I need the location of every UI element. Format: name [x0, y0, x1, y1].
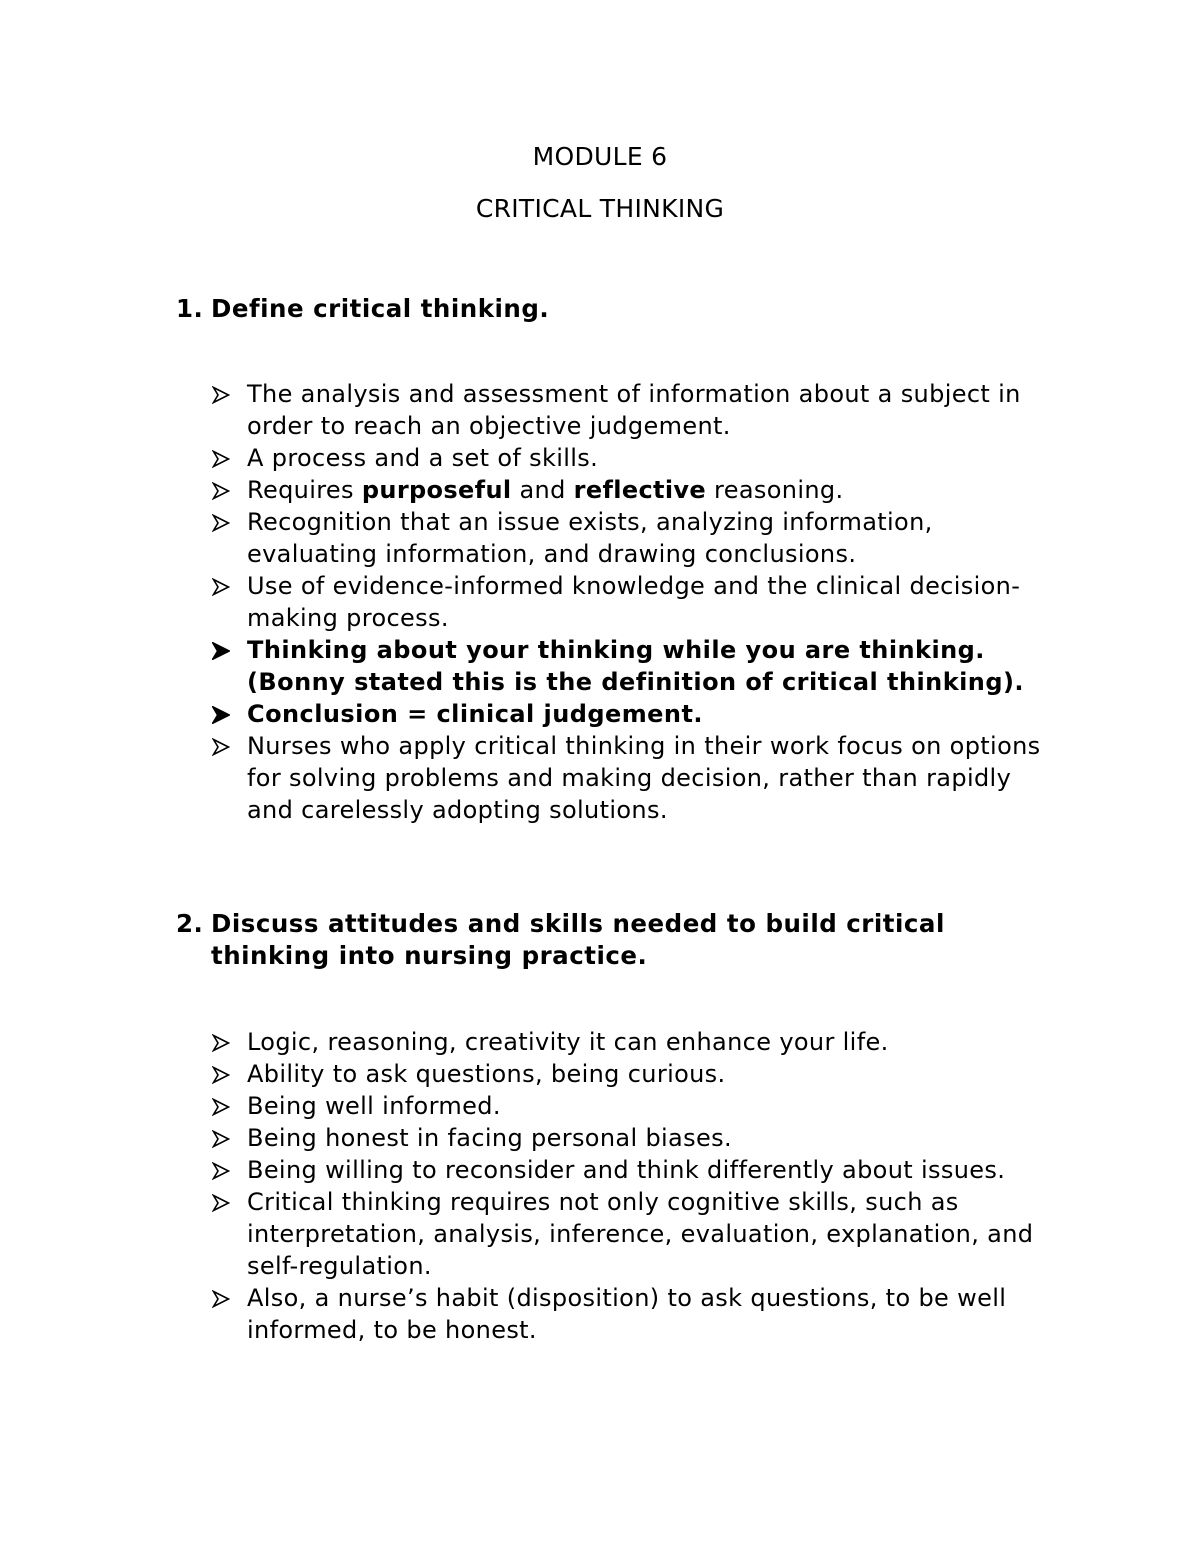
- bullet-list-1: [0, 378, 1047, 826]
- topic-title: CRITICAL THINKING: [475, 194, 725, 223]
- list-item: [0, 378, 1047, 442]
- bullet-text: Recognition that an issue exists, analyzing information, evaluating information, and drawing conclusions.: [247, 508, 933, 568]
- arrowhead-bullet-icon: [212, 1058, 232, 1090]
- list-item: [0, 474, 1047, 506]
- bullet-text: Ability to ask questions, being curious.: [247, 1060, 726, 1088]
- arrowhead-bullet-icon: [212, 634, 232, 666]
- arrowhead-bullet-icon: [212, 1090, 232, 1122]
- bullet-list-2: [0, 1026, 1047, 1346]
- question-2: [176, 908, 1056, 972]
- arrowhead-bullet-icon: [212, 1026, 232, 1058]
- bold-text: Thinking about your thinking while you are thinking. (Bonny stated this is the definition of critical thinking).: [247, 636, 1024, 696]
- bold-text: purposeful: [361, 476, 512, 504]
- question-text: Define critical thinking.: [211, 294, 550, 323]
- arrowhead-bullet-icon: [212, 474, 232, 506]
- arrowhead-bullet-icon: [212, 570, 232, 602]
- bullet-text: Also, a nurse’s habit (disposition) to ask questions, to be well informed, to be honest.: [247, 1284, 1007, 1344]
- arrowhead-bullet-icon: [212, 730, 232, 762]
- bullet-text: Use of evidence-informed knowledge and the clinical decision-making process.: [247, 572, 1021, 632]
- list-item: [0, 1186, 1047, 1282]
- bullet-text: The analysis and assessment of information about a subject in order to reach an objective judgement.: [247, 380, 1021, 440]
- list-item: [0, 1282, 1047, 1346]
- arrowhead-bullet-icon: [212, 1282, 232, 1314]
- list-item: [0, 570, 1047, 634]
- bullet-text: Requires: [247, 476, 362, 504]
- arrowhead-bullet-icon: [212, 506, 232, 538]
- bullet-text: Logic, reasoning, creativity it can enhance your life.: [247, 1028, 889, 1056]
- bullet-text: A process and a set of skills.: [247, 444, 599, 472]
- list-item: [0, 1090, 1047, 1122]
- bullet-text: Nurses who apply critical thinking in their work focus on options for solving problems and making decision, rather than rapidly and carelessly adopting solutions.: [247, 732, 1041, 824]
- bold-text: reflective: [573, 476, 707, 504]
- arrowhead-bullet-icon: [212, 698, 232, 730]
- bullet-text: Being well informed.: [247, 1092, 501, 1120]
- bullet-text: reasoning.: [706, 476, 844, 504]
- arrowhead-bullet-icon: [212, 1154, 232, 1186]
- question-1: [176, 293, 1056, 325]
- arrowhead-bullet-icon: [212, 1186, 232, 1218]
- arrowhead-bullet-icon: [212, 442, 232, 474]
- question-number: 1.: [176, 294, 204, 323]
- list-item: [0, 506, 1047, 570]
- bullet-text: Being honest in facing personal biases.: [247, 1124, 732, 1152]
- arrowhead-bullet-icon: [212, 378, 232, 410]
- arrowhead-bullet-icon: [212, 1122, 232, 1154]
- question-text: Discuss attitudes and skills needed to build critical thinking into nursing practice.: [211, 909, 945, 970]
- module-title: MODULE 6: [532, 142, 668, 171]
- question-number: 2.: [176, 909, 204, 938]
- list-item: [0, 1154, 1047, 1186]
- list-item: [0, 1058, 1047, 1090]
- list-item: [0, 1026, 1047, 1058]
- list-item: [0, 730, 1047, 826]
- list-item: [0, 1122, 1047, 1154]
- bullet-text: Critical thinking requires not only cognitive skills, such as interpretation, analysis, inference, evaluation, explanation, and self-regulation.: [247, 1188, 1034, 1280]
- list-item: [0, 698, 1047, 730]
- list-item: [0, 634, 1047, 698]
- bullet-text: Being willing to reconsider and think differently about issues.: [247, 1156, 1006, 1184]
- bullet-text: and: [511, 476, 574, 504]
- list-item: [0, 442, 1047, 474]
- bold-text: Conclusion = clinical judgement.: [247, 700, 703, 728]
